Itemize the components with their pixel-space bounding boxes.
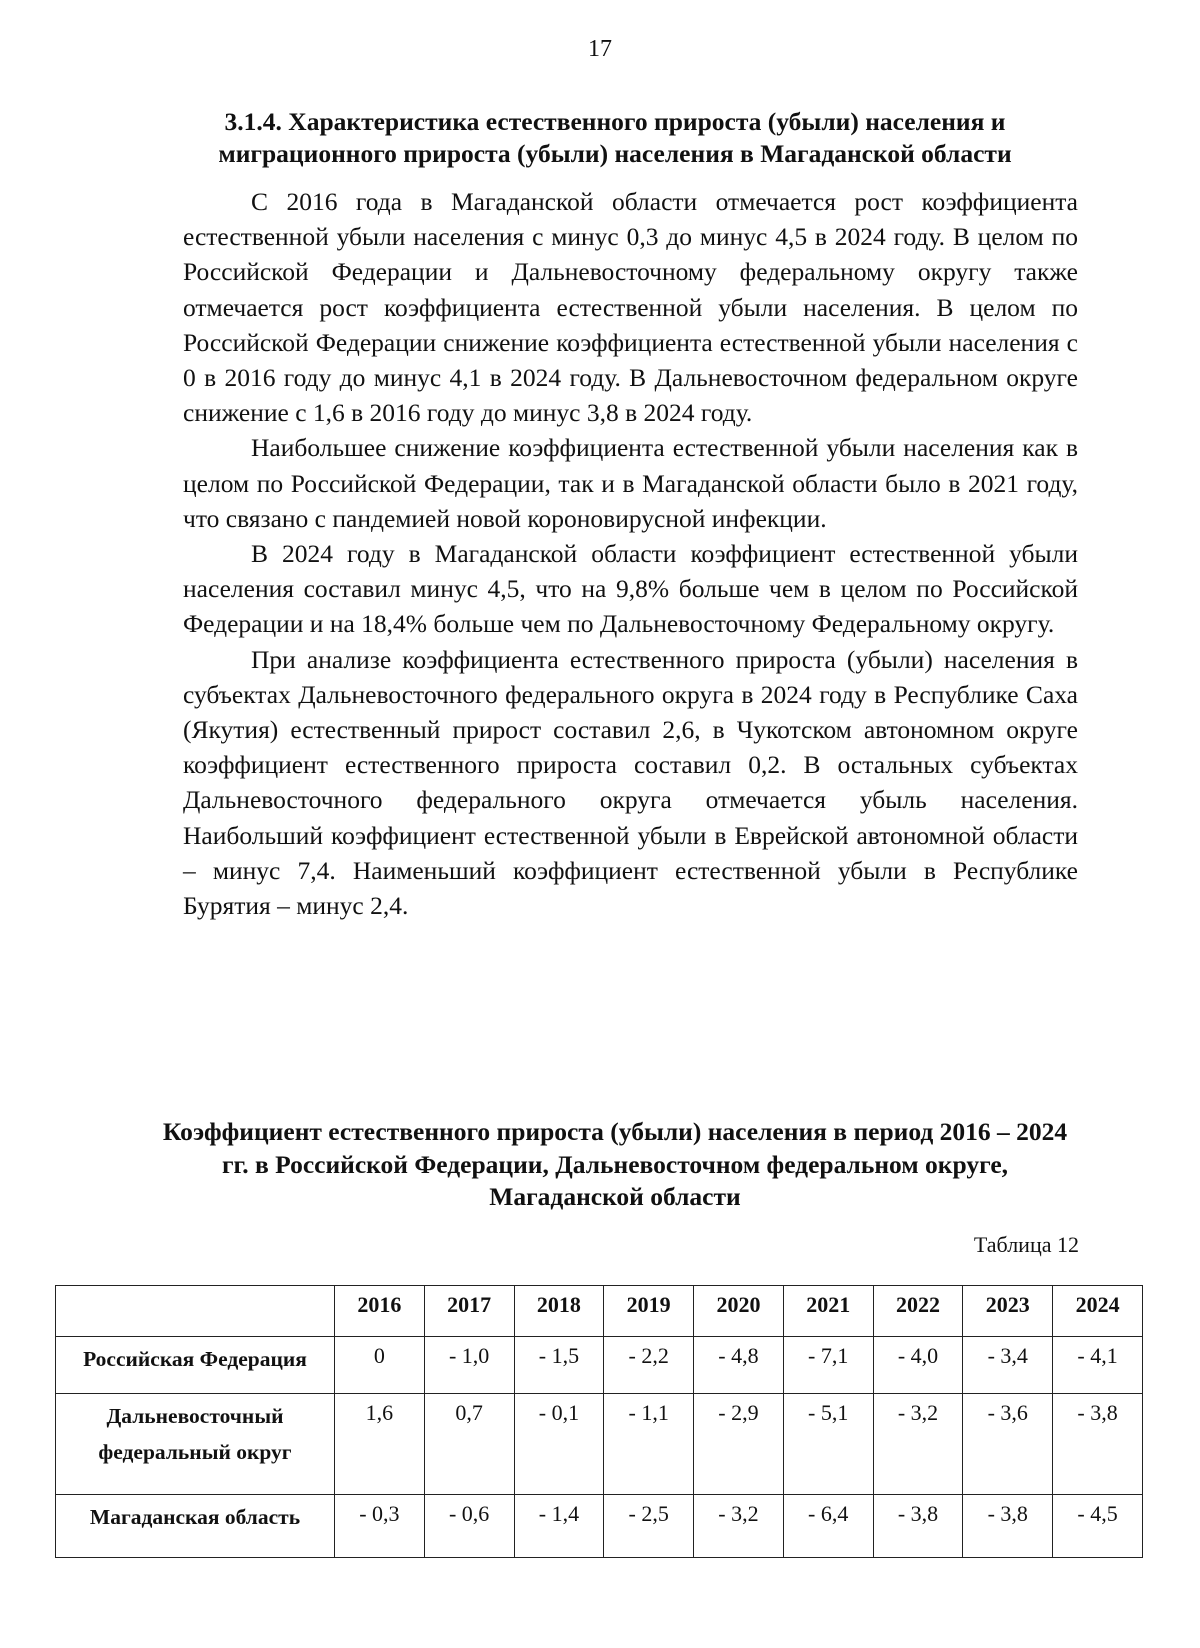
- table-header-cell: 2024: [1053, 1286, 1143, 1337]
- table-row: [56, 1394, 1143, 1495]
- table-title: Коэффициент естественного прироста (убыли) населения в период 2016 – 2024 гг. в Российской Федерации, Дальневосточном федеральном округе, Магаданской области: [162, 1117, 1068, 1211]
- table-row-label: Российская Федерация: [56, 1337, 335, 1394]
- paragraph: В 2024 году в Магаданской области коэффициент естественной убыли населения составил минус 4,5, что на 9,8% больше чем в целом по Российской Федерации и на 18,4% больше чем по Дальневосточному Федеральному округу.: [183, 539, 1078, 639]
- table-cell: - 2,9: [694, 1394, 784, 1495]
- table-cell: - 3,2: [873, 1394, 963, 1495]
- table-cell: - 4,1: [1053, 1337, 1143, 1394]
- table-header-cell: 2019: [604, 1286, 694, 1337]
- table-corner-cell: [56, 1286, 335, 1337]
- table-cell: - 1,5: [514, 1337, 604, 1394]
- table-header-cell: 2021: [783, 1286, 873, 1337]
- table-header-cell: 2022: [873, 1286, 963, 1337]
- table-cell: - 0,3: [335, 1495, 425, 1558]
- table-cell: 0: [335, 1337, 425, 1394]
- table-cell: - 0,6: [424, 1495, 514, 1558]
- table-cell: - 5,1: [783, 1394, 873, 1495]
- table-cell: - 3,6: [963, 1394, 1053, 1495]
- paragraph: С 2016 года в Магаданской области отмечается рост коэффициента естественной убыли населения с минус 0,3 до минус 4,5 в 2024 году. В целом по Российской Федерации и Дальневосточному федеральному округу также отмечается рост коэффициента естественной убыли населения. В целом по Российской Федерации снижение коэффициента естественной убыли населения с 0 в 2016 году до минус 4,1 в 2024 году. В Дальневосточном федеральном округе снижение с 1,6 в 2016 году до минус 3,8 в 2024 году.: [183, 187, 1078, 428]
- body-text: [183, 184, 1078, 923]
- table-cell: - 4,0: [873, 1337, 963, 1394]
- table-cell: - 3,8: [963, 1495, 1053, 1558]
- table-cell: 1,6: [335, 1394, 425, 1495]
- table-cell: - 2,2: [604, 1337, 694, 1394]
- table-row: [56, 1495, 1143, 1558]
- paragraph: Наибольшее снижение коэффициента естественной убыли населения как в целом по Российской Федерации, так и в Магаданской области было в 2021 году, что связано с пандемией новой короновирусной инфекции.: [183, 433, 1078, 533]
- table-row-label: Дальневосточный федеральный округ: [56, 1394, 335, 1495]
- table-cell: - 3,8: [1053, 1394, 1143, 1495]
- table-cell: - 3,8: [873, 1495, 963, 1558]
- page-number: 17: [588, 36, 612, 62]
- table-cell: - 1,0: [424, 1337, 514, 1394]
- table-row-label: Магаданская область: [56, 1495, 335, 1558]
- table-header-cell: 2018: [514, 1286, 604, 1337]
- table-cell: - 2,5: [604, 1495, 694, 1558]
- table-cell: - 4,8: [694, 1337, 784, 1394]
- table-cell: - 4,5: [1053, 1495, 1143, 1558]
- section-title: 3.1.4. Характеристика естественного прироста (убыли) населения и миграционного прироста (убыли) населения в Магаданской области: [218, 107, 1012, 168]
- table-header-cell: 2020: [694, 1286, 784, 1337]
- table-row: [56, 1337, 1143, 1394]
- table-cell: - 6,4: [783, 1495, 873, 1558]
- table-header-cell: 2017: [424, 1286, 514, 1337]
- paragraph: При анализе коэффициента естественного прироста (убыли) населения в субъектах Дальневосточного федерального округа в 2024 году в Республике Саха (Якутия) естественный прирост составил 2,6, в Чукотском автономном округе коэффициент естественного прироста составил 0,2. В остальных субъектах Дальневосточного федерального округа отмечается убыль населения. Наибольший коэффициент естественной убыли в Еврейской автономной области – минус 7,4. Наименьший коэффициент естественной убыли в Республике Бурятия – минус 2,4.: [183, 644, 1078, 921]
- table-number: Таблица 12: [973, 1232, 1079, 1257]
- table-cell: - 1,4: [514, 1495, 604, 1558]
- table-cell: - 1,1: [604, 1394, 694, 1495]
- table-header-row: [56, 1286, 1143, 1337]
- data-table: [55, 1285, 1143, 1558]
- table-header-cell: 2016: [335, 1286, 425, 1337]
- table-header-cell: 2023: [963, 1286, 1053, 1337]
- table-cell: - 3,4: [963, 1337, 1053, 1394]
- table-cell: - 7,1: [783, 1337, 873, 1394]
- table-cell: - 3,2: [694, 1495, 784, 1558]
- table-cell: - 0,1: [514, 1394, 604, 1495]
- table-cell: 0,7: [424, 1394, 514, 1495]
